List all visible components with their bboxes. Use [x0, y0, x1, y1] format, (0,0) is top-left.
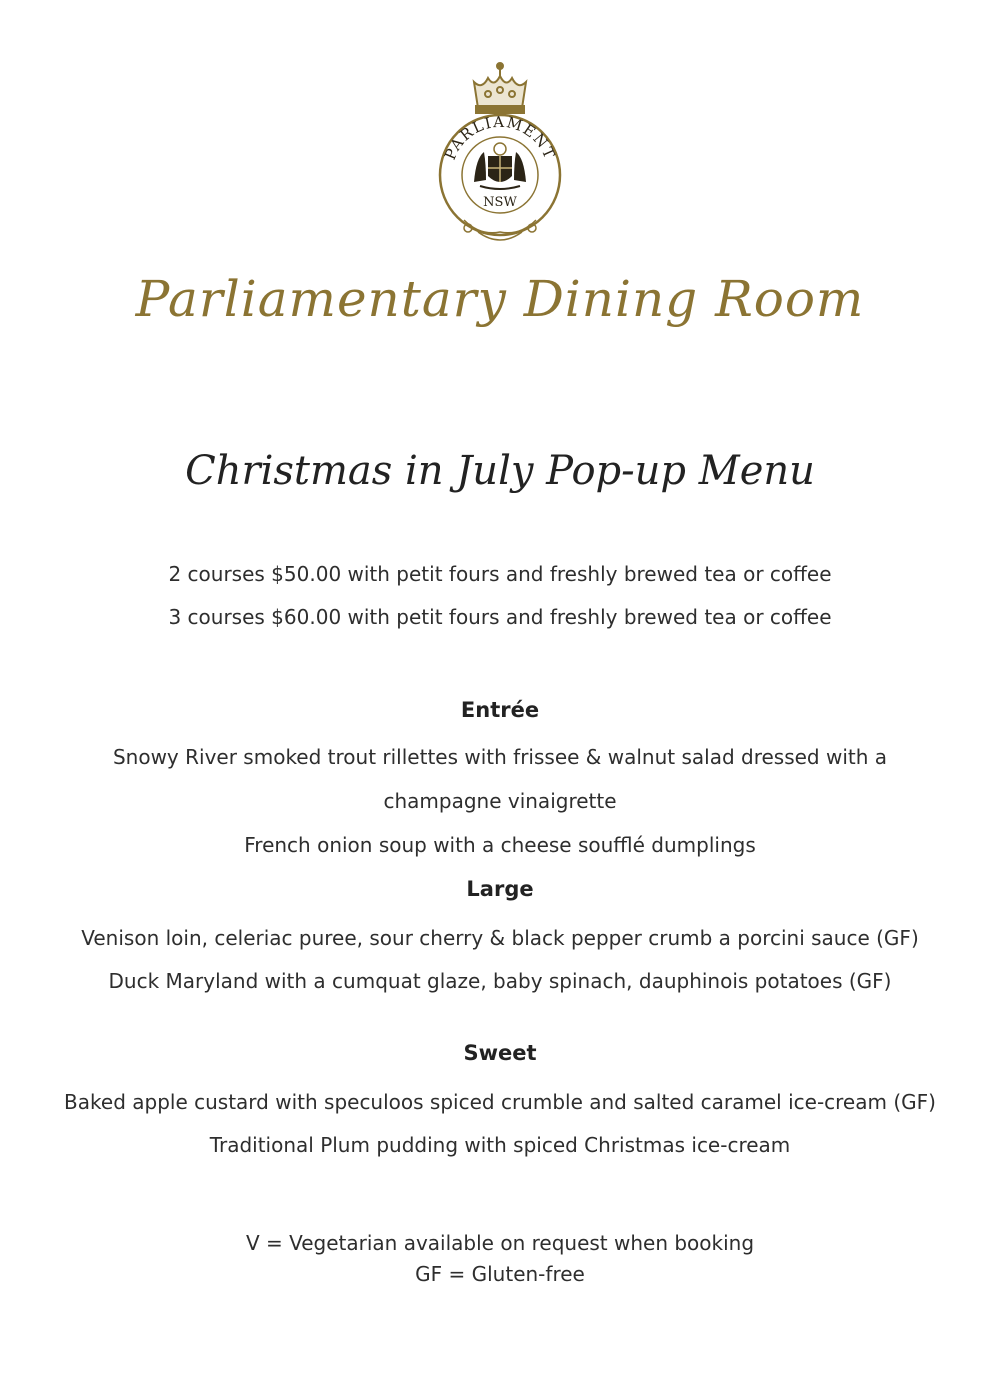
menu-item: champagne vinaigrette	[383, 789, 617, 813]
section-heading-sweet: Sweet	[463, 1041, 537, 1065]
section-heading-large: Large	[466, 877, 534, 901]
menu-item: Duck Maryland with a cumquat glaze, baby spinach, dauphinois potatoes (GF)	[108, 969, 892, 993]
section-heading-entree: Entrée	[460, 698, 540, 722]
menu-item: Traditional Plum pudding with spiced Christmas ice-cream	[209, 1133, 791, 1157]
parliament-crest-logo	[420, 60, 580, 260]
crown-icon	[474, 63, 526, 113]
crest-bottom-text: NSW	[483, 195, 517, 210]
menu-title: Christmas in July Pop-up Menu	[185, 448, 815, 494]
pricing-three-courses: 3 courses $60.00 with petit fours and freshly brewed tea or coffee	[168, 605, 832, 629]
pricing-two-courses: 2 courses $50.00 with petit fours and freshly brewed tea or coffee	[168, 562, 832, 586]
venue-title: Parliamentary Dining Room	[135, 270, 865, 328]
crest-top-text: PARLIAMENT	[440, 112, 560, 163]
menu-item: Venison loin, celeriac puree, sour cherry & black pepper crumb a porcini sauce (GF)	[81, 926, 919, 950]
menu-item: Snowy River smoked trout rillettes with frissee & walnut salad dressed with a	[112, 745, 888, 769]
menu-item: Baked apple custard with speculoos spiced crumble and salted caramel ice-cream (GF)	[64, 1090, 936, 1114]
legend-vegetarian: V = Vegetarian available on request when booking	[245, 1231, 755, 1255]
menu-item: French onion soup with a cheese soufflé dumplings	[244, 833, 756, 857]
coat-of-arms-icon	[474, 143, 526, 189]
legend-gluten-free: GF = Gluten-free	[415, 1262, 585, 1286]
